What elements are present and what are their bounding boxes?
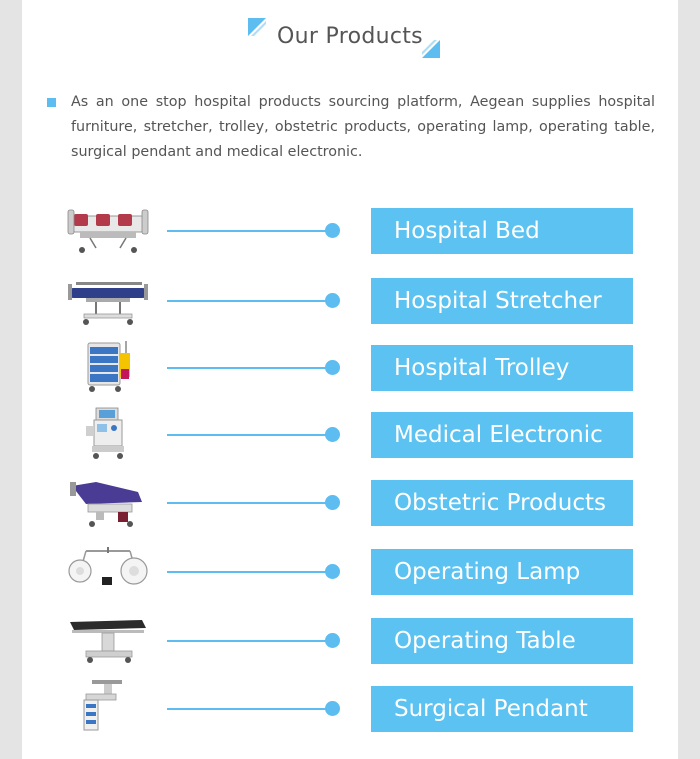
product-button-operating-lamp[interactable]: Operating Lamp: [371, 549, 633, 595]
connector-line: [167, 502, 329, 504]
connector-dot: [325, 427, 340, 442]
product-button-hospital-trolley[interactable]: Hospital Trolley: [371, 345, 633, 391]
hospital-trolley-icon: [66, 339, 150, 395]
product-button-hospital-bed[interactable]: Hospital Bed: [371, 208, 633, 254]
connector-line: [167, 300, 329, 302]
connector-dot: [325, 633, 340, 648]
list-item: [22, 278, 678, 324]
list-item: [22, 549, 678, 595]
list-item: [22, 345, 678, 391]
product-list: [22, 0, 678, 759]
product-button-operating-table[interactable]: Operating Table: [371, 618, 633, 664]
list-item: [22, 412, 678, 458]
connector-line: [167, 367, 329, 369]
hospital-bed-icon: [66, 202, 150, 258]
surgical-pendant-icon: [66, 680, 150, 736]
connector-line: [167, 230, 329, 232]
anesthesia-machine-icon: [66, 406, 150, 462]
products-page: [22, 0, 678, 759]
connector-dot: [325, 360, 340, 375]
connector-line: [167, 640, 329, 642]
page-title: Our Products: [277, 24, 423, 49]
product-button-hospital-stretcher[interactable]: Hospital Stretcher: [371, 278, 633, 324]
list-item: [22, 208, 678, 254]
product-button-medical-electronic[interactable]: Medical Electronic: [371, 412, 633, 458]
connector-dot: [325, 701, 340, 716]
product-button-obstetric-products[interactable]: Obstetric Products: [371, 480, 633, 526]
intro-paragraph: As an one stop hospital products sourcing platform, Aegean supplies hospital furniture, stretcher, trolley, obstetric products, operating lamp, operating table, surgical pendant and medical electronic.: [71, 94, 655, 160]
operating-table-icon: [66, 612, 150, 668]
connector-line: [167, 434, 329, 436]
connector-dot: [325, 564, 340, 579]
product-button-surgical-pendant[interactable]: Surgical Pendant: [371, 686, 633, 732]
connector-dot: [325, 223, 340, 238]
connector-line: [167, 571, 329, 573]
list-item: [22, 480, 678, 526]
obstetric-bed-icon: [66, 474, 150, 530]
operating-lamp-icon: [66, 543, 150, 599]
list-item: [22, 686, 678, 732]
connector-line: [167, 708, 329, 710]
hospital-stretcher-icon: [66, 272, 150, 328]
list-item: [22, 618, 678, 664]
connector-dot: [325, 495, 340, 510]
connector-dot: [325, 293, 340, 308]
